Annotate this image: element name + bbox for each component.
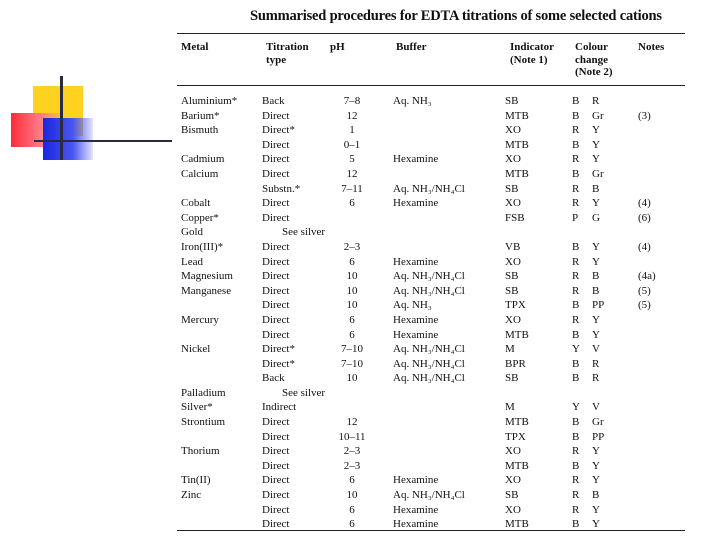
- table-row: [0, 240, 720, 255]
- cell-buffer: Hexamine: [393, 197, 439, 210]
- cell-titration-type: Direct*: [262, 124, 295, 137]
- cell-colour-from: B: [572, 518, 580, 531]
- cell-indicator: M: [505, 343, 515, 356]
- cell-titration-type: Direct: [262, 430, 290, 443]
- cell-metal: Tin(II): [181, 474, 211, 487]
- cell-indicator: SB: [505, 95, 519, 107]
- cell-ph: 2–3: [343, 240, 361, 253]
- cell-notes: (4): [638, 240, 651, 253]
- header-bottom-rule: [177, 85, 685, 86]
- cell-ph: 6: [349, 197, 355, 210]
- cell-metal: Gold: [181, 226, 203, 239]
- cell-indicator: SB: [505, 182, 519, 195]
- cell-colour-to: PP: [592, 430, 605, 443]
- cell-see-also: See silver: [282, 386, 326, 399]
- cell-colour-to: Y: [592, 328, 600, 341]
- cell-ph: 6: [349, 255, 355, 268]
- cell-titration-type: Direct: [262, 459, 290, 472]
- cell-colour-to: R: [592, 95, 600, 107]
- cell-colour-to: Y: [592, 445, 600, 458]
- table-row: [0, 269, 720, 284]
- cell-metal: Lead: [181, 255, 203, 268]
- cell-ph: 6: [349, 474, 355, 487]
- cell-ph: 10: [346, 299, 358, 312]
- cell-titration-type: Direct*: [262, 343, 295, 356]
- cell-colour-to: Y: [592, 255, 600, 268]
- table-row: [0, 430, 720, 445]
- cell-indicator: MTB: [505, 138, 529, 151]
- cell-ph: 5: [349, 153, 355, 166]
- table-row: [0, 211, 720, 226]
- cell-colour-from: R: [572, 474, 580, 487]
- cell-buffer: Aq. NH₃/NH₄Cl: [393, 182, 465, 195]
- cell-colour-from: R: [572, 313, 580, 326]
- cell-colour-to: Y: [592, 197, 600, 210]
- page-title: Summarised procedures for EDTA titrations of some selected cations: [250, 8, 662, 24]
- cell-colour-from: R: [572, 124, 580, 137]
- cell-indicator: BPR: [505, 357, 526, 370]
- table-row: [0, 196, 720, 211]
- cell-colour-to: B: [592, 284, 600, 297]
- cell-buffer: Aq. NH₃/NH₄Cl: [393, 357, 465, 370]
- cell-buffer: Aq. NH₃: [393, 95, 432, 107]
- cell-titration-type: Direct: [262, 313, 290, 326]
- cell-colour-to: Y: [592, 240, 600, 253]
- cell-indicator: MTB: [505, 416, 529, 429]
- cell-indicator: XO: [505, 255, 521, 268]
- cell-ph: 6: [349, 313, 355, 326]
- cell-indicator: TPX: [505, 299, 526, 312]
- table-row: [0, 138, 720, 153]
- cell-indicator: XO: [505, 474, 521, 487]
- cell-indicator: SB: [505, 270, 519, 283]
- cell-buffer: Aq. NH₃: [393, 299, 432, 312]
- table-row: [0, 298, 720, 313]
- cell-metal: Copper*: [181, 211, 219, 224]
- cell-titration-type: Direct*: [262, 357, 295, 370]
- table-row: [0, 284, 720, 299]
- cell-colour-to: G: [592, 211, 600, 224]
- table-row: [0, 444, 720, 459]
- header-indicator: Indicator (Note 1): [510, 41, 554, 66]
- cell-titration-type: Direct: [262, 299, 290, 312]
- table-row: [0, 109, 720, 124]
- table-row: [0, 328, 720, 343]
- header-colour-change: Colour change (Note 2): [575, 41, 613, 78]
- cell-colour-from: B: [572, 138, 580, 151]
- cell-metal: Aluminium*: [181, 95, 238, 107]
- header-buffer: Buffer: [396, 41, 427, 53]
- cell-metal: Cadmium: [181, 153, 225, 166]
- cell-titration-type: Indirect: [262, 401, 297, 414]
- cell-colour-from: B: [572, 299, 580, 312]
- cell-indicator: SB: [505, 284, 519, 297]
- cell-colour-from: B: [572, 416, 580, 429]
- cell-titration-type: Back: [262, 372, 285, 385]
- cell-indicator: VB: [505, 240, 521, 253]
- cell-colour-to: R: [592, 357, 600, 370]
- cell-buffer: Hexamine: [393, 255, 439, 268]
- cell-colour-to: B: [592, 489, 600, 502]
- cell-colour-from: Y: [572, 343, 580, 356]
- table-row: [0, 167, 720, 182]
- cell-metal: Strontium: [181, 416, 226, 429]
- table-row: [0, 357, 720, 372]
- cell-indicator: SB: [505, 489, 519, 502]
- cell-buffer: Aq. NH₃/NH₄Cl: [393, 372, 465, 385]
- cell-metal: Zinc: [181, 489, 202, 502]
- cell-buffer: Hexamine: [393, 518, 439, 531]
- cell-titration-type: Direct: [262, 109, 290, 122]
- cell-indicator: TPX: [505, 430, 526, 443]
- cell-indicator: XO: [505, 445, 521, 458]
- cell-ph: 12: [346, 109, 358, 122]
- table-row: [0, 342, 720, 357]
- table-row: [0, 371, 720, 386]
- cell-indicator: MTB: [505, 167, 529, 180]
- cell-colour-from: R: [572, 153, 580, 166]
- cell-colour-to: Y: [592, 153, 600, 166]
- table-body: [0, 94, 720, 532]
- cell-notes: (4a): [638, 270, 656, 283]
- table-row: [0, 313, 720, 328]
- cell-titration-type: Direct: [262, 270, 290, 283]
- cell-colour-from: B: [572, 240, 580, 253]
- cell-colour-from: B: [572, 95, 580, 107]
- cell-ph: 10: [346, 284, 358, 297]
- table-row: [0, 488, 720, 503]
- cell-titration-type: Direct: [262, 328, 290, 341]
- cell-colour-from: B: [572, 372, 580, 385]
- table-row: [0, 255, 720, 270]
- cell-notes: (5): [638, 284, 651, 297]
- cell-notes: (6): [638, 211, 651, 224]
- cell-colour-from: R: [572, 270, 580, 283]
- header-notes: Notes: [638, 41, 665, 53]
- table-top-rule: [177, 33, 685, 34]
- cell-colour-to: Y: [592, 138, 600, 151]
- cell-buffer: Hexamine: [393, 313, 439, 326]
- cell-buffer: Hexamine: [393, 474, 439, 487]
- cell-titration-type: Direct: [262, 284, 290, 297]
- cell-titration-type: Direct: [262, 416, 290, 429]
- cell-indicator: XO: [505, 313, 521, 326]
- cell-colour-to: Gr: [592, 167, 604, 180]
- cell-metal: Mercury: [181, 313, 219, 326]
- cell-ph: 0–1: [343, 138, 361, 151]
- cell-colour-from: B: [572, 109, 580, 122]
- cell-ph: 6: [349, 328, 355, 341]
- cell-colour-to: PP: [592, 299, 605, 312]
- cell-colour-to: Y: [592, 518, 600, 531]
- cell-ph: 1: [349, 124, 355, 137]
- cell-titration-type: Direct: [262, 240, 290, 253]
- cell-colour-to: Y: [592, 459, 600, 472]
- header-titration-type: Titration type: [266, 41, 309, 66]
- cell-titration-type: Direct: [262, 167, 290, 180]
- cell-colour-from: B: [572, 430, 580, 443]
- cell-colour-from: B: [572, 328, 580, 341]
- cell-colour-from: R: [572, 445, 580, 458]
- cell-buffer: Aq. NH₃/NH₄Cl: [393, 489, 465, 502]
- cell-buffer: Aq. NH₃/NH₄Cl: [393, 270, 465, 283]
- cell-colour-from: B: [572, 357, 580, 370]
- table-row: [0, 386, 720, 401]
- cell-colour-from: P: [572, 211, 579, 224]
- table-row: [0, 473, 720, 488]
- cell-ph: 10: [346, 372, 358, 385]
- table-row: [0, 182, 720, 197]
- table-row: [0, 459, 720, 474]
- cell-metal: Thorium: [181, 445, 220, 458]
- cell-titration-type: Substn.*: [262, 182, 301, 195]
- cell-metal: Nickel: [181, 343, 211, 356]
- cell-titration-type: Direct: [262, 255, 290, 268]
- cell-indicator: MTB: [505, 518, 529, 531]
- cell-indicator: MTB: [505, 459, 529, 472]
- table-row: [0, 152, 720, 167]
- cell-metal: Manganese: [181, 284, 232, 297]
- table-row: [0, 225, 720, 240]
- cell-colour-from: R: [572, 503, 580, 516]
- cell-ph: 6: [349, 518, 355, 531]
- cell-colour-to: B: [592, 270, 600, 283]
- table-bottom-rule: [177, 530, 685, 531]
- cell-colour-from: R: [572, 197, 580, 210]
- cell-notes: (4): [638, 197, 651, 210]
- cell-titration-type: Direct: [262, 445, 290, 458]
- header-ph: pH: [330, 41, 345, 53]
- cell-colour-from: B: [572, 459, 580, 472]
- cell-indicator: MTB: [505, 328, 529, 341]
- table-row: [0, 415, 720, 430]
- cell-colour-from: R: [572, 255, 580, 268]
- cell-indicator: M: [505, 401, 515, 414]
- table-row: [0, 503, 720, 518]
- cell-colour-to: R: [592, 372, 600, 385]
- cell-titration-type: Direct: [262, 153, 290, 166]
- cell-colour-to: V: [592, 343, 600, 356]
- table-row: [0, 400, 720, 415]
- cell-ph: 10–11: [338, 430, 366, 443]
- cell-colour-from: B: [572, 167, 580, 180]
- cell-indicator: XO: [505, 503, 521, 516]
- cell-buffer: Aq. NH₃/NH₄Cl: [393, 284, 465, 297]
- cell-metal: Iron(III)*: [181, 240, 224, 253]
- cell-colour-from: R: [572, 284, 580, 297]
- cell-titration-type: Direct: [262, 197, 290, 210]
- cell-colour-to: Y: [592, 313, 600, 326]
- cell-notes: (5): [638, 299, 651, 312]
- cell-colour-to: Y: [592, 124, 600, 137]
- cell-titration-type: Direct: [262, 211, 290, 224]
- cell-ph: 7–10: [341, 357, 363, 370]
- cell-ph: 7–10: [341, 343, 363, 356]
- cell-buffer: Hexamine: [393, 153, 439, 166]
- cell-ph: 2–3: [343, 445, 361, 458]
- cell-ph: 6: [349, 503, 355, 516]
- cell-indicator: SB: [505, 372, 519, 385]
- cell-colour-to: V: [592, 401, 600, 414]
- cell-ph: 12: [346, 167, 358, 180]
- cell-titration-type: Direct: [262, 503, 290, 516]
- cell-indicator: XO: [505, 153, 521, 166]
- cell-colour-to: Gr: [592, 109, 604, 122]
- cell-ph: 2–3: [343, 459, 361, 472]
- cell-indicator: XO: [505, 197, 521, 210]
- cell-metal: Palladium: [181, 386, 226, 399]
- cell-ph: 7–8: [343, 95, 361, 107]
- cell-titration-type: Direct: [262, 474, 290, 487]
- header-metal: Metal: [181, 41, 209, 53]
- cell-metal: Cobalt: [181, 197, 211, 210]
- cell-notes: (3): [638, 109, 651, 122]
- cell-ph: 10: [346, 270, 358, 283]
- cell-metal: Silver*: [181, 401, 213, 414]
- cell-metal: Bismuth: [181, 124, 219, 137]
- cell-colour-to: Y: [592, 503, 600, 516]
- cell-titration-type: Back: [262, 95, 285, 107]
- cell-colour-to: Y: [592, 474, 600, 487]
- cell-ph: 12: [346, 416, 358, 429]
- cell-buffer: Hexamine: [393, 503, 439, 516]
- cell-colour-to: Gr: [592, 416, 604, 429]
- cell-see-also: See silver: [282, 226, 326, 239]
- cell-indicator: XO: [505, 124, 521, 137]
- cell-colour-from: Y: [572, 401, 580, 414]
- cell-ph: 7–11: [341, 182, 363, 195]
- cell-buffer: Aq. NH₃/NH₄Cl: [393, 343, 465, 356]
- cell-indicator: FSB: [505, 211, 525, 224]
- cell-titration-type: Direct: [262, 138, 290, 151]
- cell-indicator: MTB: [505, 109, 529, 122]
- table-row: [0, 94, 720, 109]
- cell-colour-to: B: [592, 182, 600, 195]
- cell-titration-type: Direct: [262, 518, 290, 531]
- cell-ph: 10: [346, 489, 358, 502]
- cell-metal: Barium*: [181, 109, 220, 122]
- cell-titration-type: Direct: [262, 489, 290, 502]
- cell-metal: Magnesium: [181, 270, 233, 283]
- cell-colour-from: R: [572, 489, 580, 502]
- cell-colour-from: R: [572, 182, 580, 195]
- cell-buffer: Hexamine: [393, 328, 439, 341]
- table-row: [0, 123, 720, 138]
- cell-metal: Calcium: [181, 167, 219, 180]
